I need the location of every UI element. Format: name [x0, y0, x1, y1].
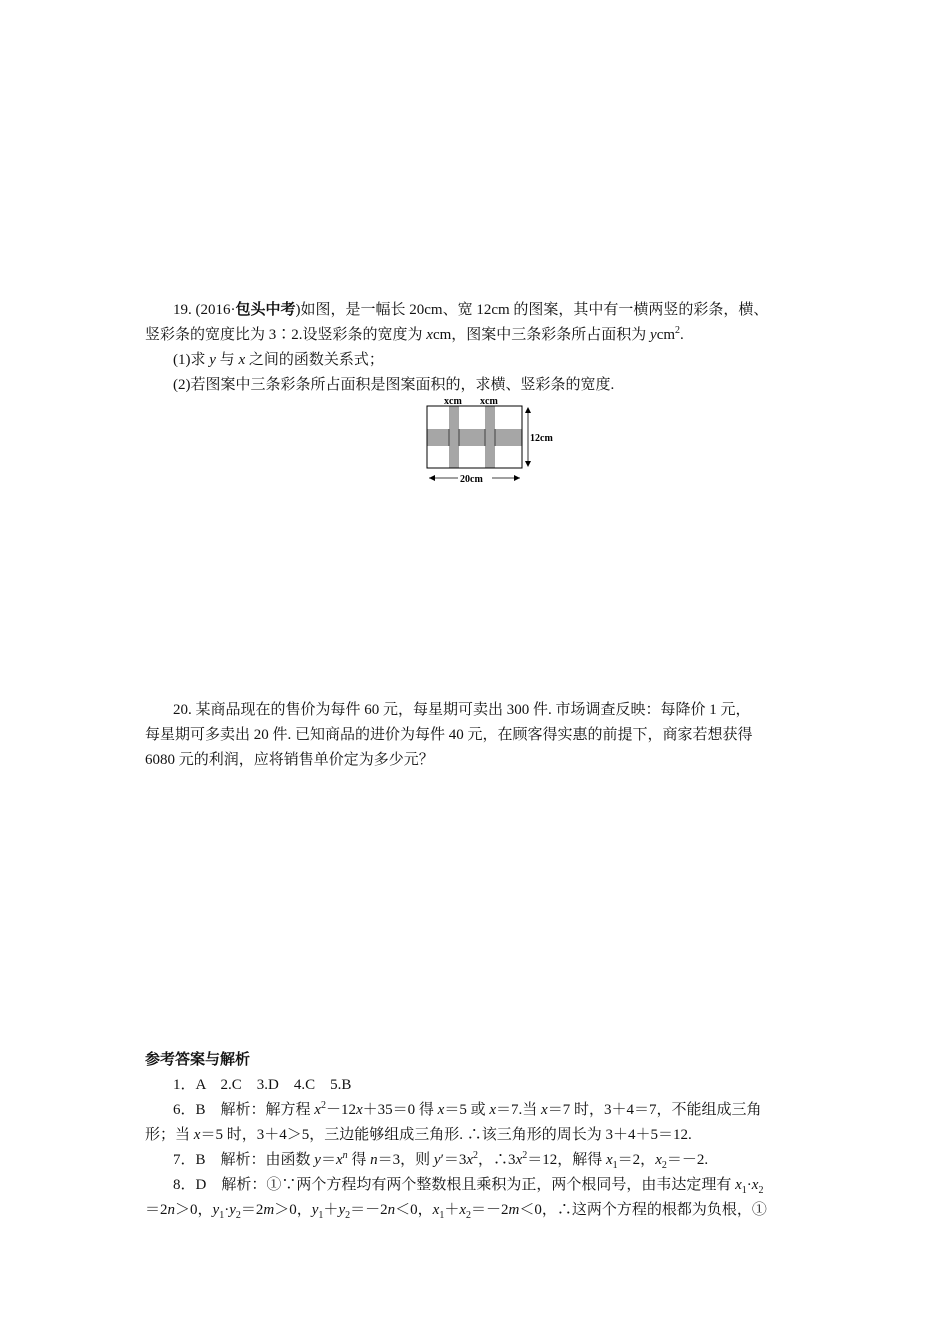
stripe-pattern-figure: [420, 396, 570, 488]
vertical-stripe-left: [449, 406, 459, 468]
q20-line2: 每星期可多卖出 20 件. 已知商品的进价为每件 40 元，在顾客得实惠的前提下，商家若想获得: [145, 727, 753, 743]
q20-line1: 20. 某商品现在的售价为每件 60 元，每星期可卖出 300 件. 市场调查反映：每降价 1 元，: [173, 702, 751, 718]
answer-8-line2: ＝2n＞0，$y_1\cdot y_2=2m>0$，$y_1+y_2=-2n<0$，$x_1+x_2=-2m<0$，∴这两个方程的根都为负根，①: [145, 1202, 767, 1221]
answer-7: 7．B 解析：由函数 $y=x^n$ 得 n＝3，则 $y'=3x^2$，$\therefore 3x^2=12$，解得 $x_1=2$，$x_2=-2$.: [173, 1150, 709, 1171]
q19-line2: 竖彩条的宽度比为 3∶2.设竖彩条的宽度为 xcm，图案中三条彩条所占面积为 ycm$^2$.: [145, 325, 684, 343]
label-width: 20cm: [460, 474, 483, 485]
q19-part2: (2)若图案中三条彩条所占面积是图案面积的，求横、竖彩条的宽度.: [173, 377, 615, 393]
label-stripe-width-2: xcm: [480, 396, 498, 407]
answer-6-line1: 6．B 解析：解方程 $x^2-12x+35=0$ 得 x＝5 或 x＝7.当 x＝7 时，3＋4＝7，不能组成三角: [173, 1100, 762, 1118]
answers-heading: 参考答案与解析: [145, 1052, 251, 1068]
answer-8-line1: 8．D 解析：①∵两个方程均有两个整数根且乘积为正，两个根同号，由韦达定理有 $x_1\cdot x_2$: [173, 1177, 764, 1196]
horizontal-stripe: [427, 429, 522, 446]
answer-1-5: 1．A 2.C 3.D 4.C 5.B: [173, 1077, 352, 1093]
q19-line1: 19. (2016·包头中考)如图，是一幅长 20cm、宽 12cm 的图案，其中有一横两竖的彩条，横、: [173, 302, 769, 318]
q19-source: 包头中考: [235, 302, 296, 318]
q19-part1: (1)求 y 与 x 之间的函数关系式；: [173, 352, 384, 368]
q20-line3: 6080 元的利润，应将销售单价定为多少元？: [145, 752, 434, 768]
label-stripe-width-1: xcm: [444, 396, 462, 407]
label-height: 12cm: [530, 433, 553, 444]
vertical-stripe-right: [485, 406, 495, 468]
answer-6-line2: 形；当 x＝5 时，3＋4＞5，三边能够组成三角形. ∴该三角形的周长为 3＋4＋5＝12.: [145, 1127, 692, 1143]
